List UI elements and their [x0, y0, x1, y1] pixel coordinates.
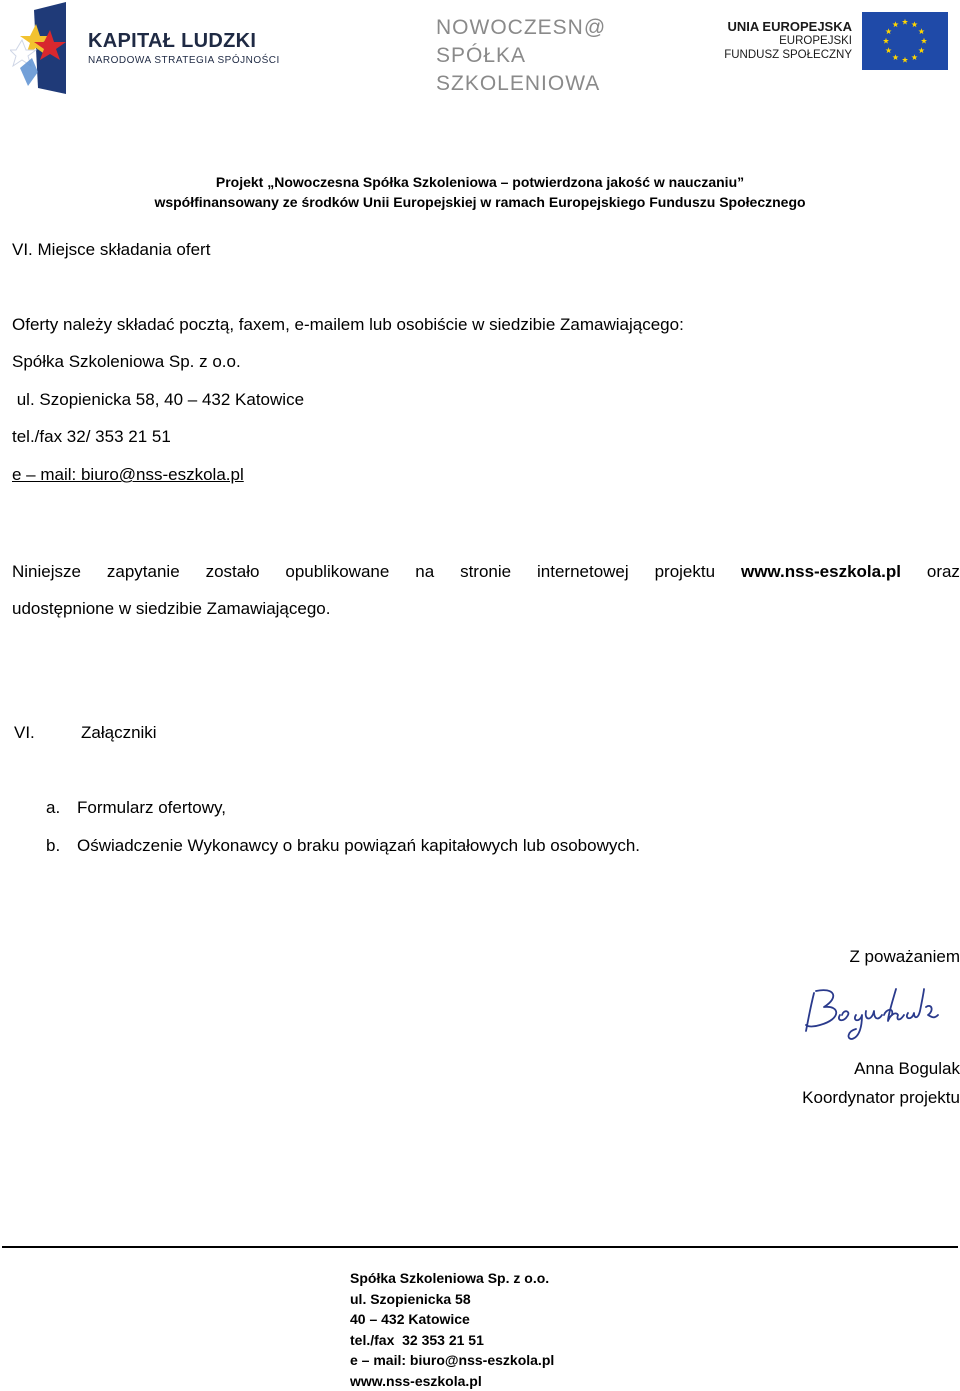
- offers-email-link[interactable]: e – mail: biuro@nss-eszkola.pl: [12, 465, 244, 485]
- publication-website-link[interactable]: www.nss-eszkola.pl: [741, 562, 901, 582]
- publication-paragraph: [12, 562, 960, 619]
- offers-company: Spółka Szkoleniowa Sp. z o.o.: [12, 352, 241, 372]
- publication-word: opublikowane: [285, 562, 389, 582]
- footer-contact: [350, 1268, 554, 1391]
- attachment-item-a: Formularz ofertowy,: [77, 798, 226, 818]
- attachments-heading: Załączniki: [81, 723, 157, 743]
- publication-word: stronie: [460, 562, 511, 582]
- nss-line-3: SZKOLENIOWA: [436, 72, 606, 96]
- signatory-role: Koordynator projektu: [802, 1088, 960, 1108]
- kl-subtitle: NARODOWA STRATEGIA SPÓJNOŚCI: [88, 54, 280, 68]
- publication-word: na: [415, 562, 434, 582]
- footer-street: ul. Szopienicka 58: [350, 1289, 554, 1310]
- signatory-name: Anna Bogulak: [854, 1059, 960, 1079]
- footer-phone: tel./fax 32 353 21 51: [350, 1330, 554, 1351]
- eu-line-2: EUROPEJSKI: [724, 34, 852, 48]
- footer-company: Spółka Szkoleniowa Sp. z o.o.: [350, 1268, 554, 1289]
- nss-line-1: NOWOCZESN@: [436, 16, 606, 40]
- offers-intro: Oferty należy składać pocztą, faxem, e-mailem lub osobiście w siedzibie Zamawiającego:: [12, 315, 684, 335]
- publication-word: zapytanie: [107, 562, 180, 582]
- eu-line-3: FUNDUSZ SPOŁECZNY: [724, 48, 852, 62]
- project-title: Projekt „Nowoczesna Spółka Szkoleniowa – potwierdzona jakość w nauczaniu”: [0, 172, 960, 192]
- closing-regards: Z poważaniem: [849, 947, 960, 967]
- publication-word: oraz: [927, 562, 960, 582]
- eu-logo-text: [724, 20, 852, 62]
- eu-line-1: UNIA EUROPEJSKA: [724, 20, 852, 34]
- kl-name: KAPITAŁ LUDZKI: [88, 30, 280, 52]
- publication-word: internetowej: [537, 562, 629, 582]
- kapital-ludzki-emblem-icon: [10, 2, 72, 94]
- footer-email[interactable]: e – mail: biuro@nss-eszkola.pl: [350, 1350, 554, 1371]
- project-info: [0, 172, 960, 212]
- nss-line-2: SPÓŁKA: [436, 44, 606, 68]
- nowoczesna-spolka-logo: [436, 16, 606, 96]
- section-heading-offers: VI. Miejsce składania ofert: [12, 240, 210, 260]
- attachments-number: VI.: [14, 723, 35, 743]
- publication-word: zostało: [206, 562, 260, 582]
- footer-city: 40 – 432 Katowice: [350, 1309, 554, 1330]
- handwritten-signature: [800, 985, 940, 1043]
- kapital-ludzki-logo: [10, 2, 290, 94]
- publication-word: projektu: [655, 562, 715, 582]
- attachment-item-b: Oświadczenie Wykonawcy o braku powiązań kapitałowych lub osobowych.: [77, 836, 640, 856]
- publication-line-1: [12, 562, 960, 582]
- footer-divider: [2, 1246, 958, 1248]
- project-funding: współfinansowany ze środków Unii Europejskiej w ramach Europejskiego Funduszu Społecznego: [0, 192, 960, 212]
- offers-address: ul. Szopienicka 58, 40 – 432 Katowice: [12, 390, 304, 410]
- attachment-marker-b: b.: [46, 836, 60, 856]
- offers-phone: tel./fax 32/ 353 21 51: [12, 427, 171, 447]
- eu-flag-icon: [862, 12, 948, 70]
- publication-line-2: udostępnione w siedzibie Zamawiającego.: [12, 599, 960, 619]
- attachment-marker-a: a.: [46, 798, 60, 818]
- footer-website[interactable]: www.nss-eszkola.pl: [350, 1371, 554, 1391]
- publication-word: Niniejsze: [12, 562, 81, 582]
